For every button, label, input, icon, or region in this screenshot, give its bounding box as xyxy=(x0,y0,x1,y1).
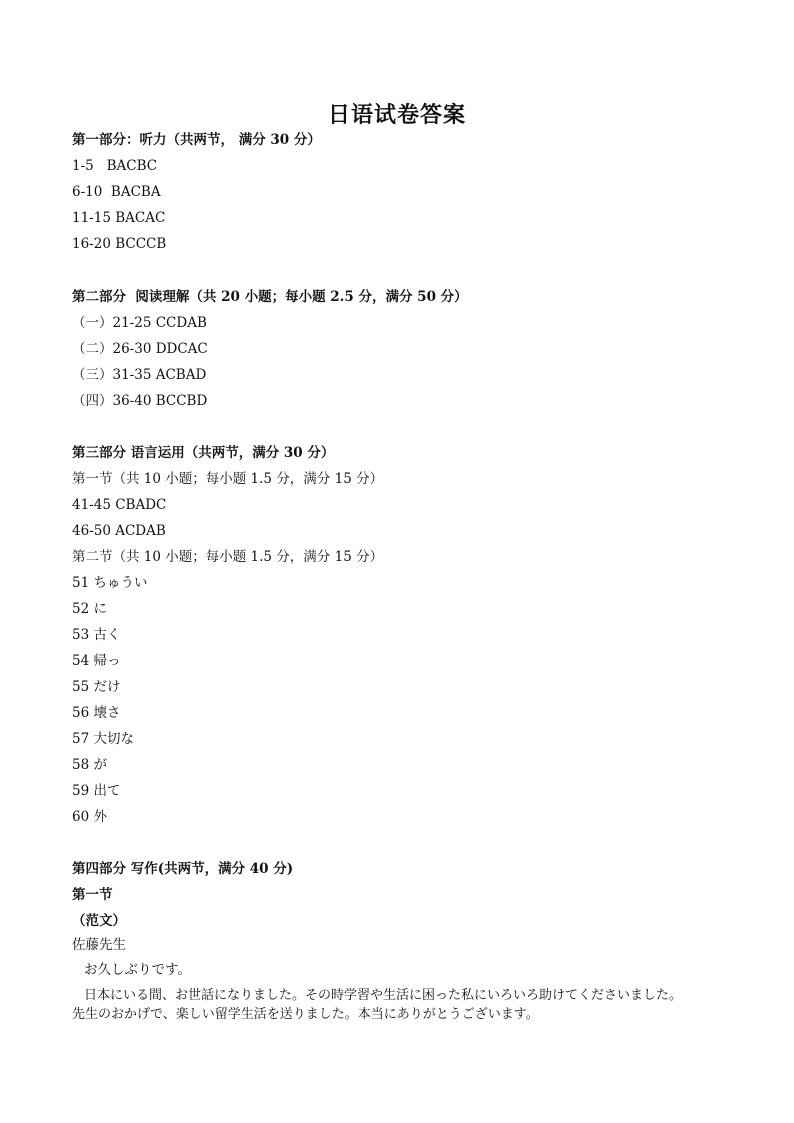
part3-section1-answer-2: 46-50 ACDAB xyxy=(72,523,166,539)
part3-section2-answer-52: 52 に xyxy=(72,601,107,617)
part1-answer-1: 1-5 BACBC xyxy=(72,158,158,174)
part3-section2-answer-55: 55 だけ xyxy=(72,679,121,695)
part3-section2-answer-57: 57 大切な xyxy=(72,731,134,747)
part2-heading: 第二部分 阅读理解（共 20 小题；每小题 2.5 分，满分 50 分） xyxy=(72,289,468,305)
part2-answer-2: （二）26-30 DDCAC xyxy=(72,341,208,357)
part3-heading: 第三部分 语言运用（共两节，满分 30 分） xyxy=(72,445,335,461)
sample-essay-label: （范文） xyxy=(72,913,126,929)
letter-paragraph-1: お久しぶりです。 xyxy=(84,962,191,978)
letter-salutation: 佐藤先生 xyxy=(72,937,126,953)
part3-section1-answer-1: 41-45 CBADC xyxy=(72,497,167,513)
part4-section1-heading: 第一节 xyxy=(72,887,113,903)
part1-answer-3: 11-15 BACAC xyxy=(72,210,166,226)
part3-section1-heading: 第一节（共 10 小题；每小题 1.5 分，满分 15 分） xyxy=(72,471,384,487)
part1-answer-4: 16-20 BCCCB xyxy=(72,236,167,252)
part3-section2-answer-59: 59 出て xyxy=(72,783,121,799)
letter-paragraph-2-line-2: 先生のおかげで、楽しい留学生活を送りました。本当にありがとうございます。 xyxy=(72,1007,539,1022)
part2-answer-1: （一）21-25 CCDAB xyxy=(72,315,207,331)
part3-section2-heading: 第二节（共 10 小题；每小题 1.5 分，满分 15 分） xyxy=(72,549,384,565)
part3-section2-answer-51: 51 ちゅうい xyxy=(72,575,148,591)
part1-heading: 第一部分：听力（共两节， 满分 30 分） xyxy=(72,132,321,148)
part3-section2-answer-53: 53 古く xyxy=(72,627,121,643)
letter-paragraph-2-line-1: 日本にいる間、お世話になりました。その時学習や生活に困った私にいろいろ助けてくださいました。 xyxy=(84,988,683,1003)
part3-section2-answer-60: 60 外 xyxy=(72,809,107,825)
part3-section2-answer-54: 54 帰っ xyxy=(72,653,121,669)
part1-answer-2: 6-10 BACBA xyxy=(72,184,161,200)
part4-heading: 第四部分 写作(共两节，满分 40 分) xyxy=(72,861,294,877)
page-title: 日语试卷答案 xyxy=(327,102,466,128)
part3-section2-answer-58: 58 が xyxy=(72,757,107,773)
part3-section2-answer-56: 56 壊さ xyxy=(72,705,121,721)
part2-answer-3: （三）31-35 ACBAD xyxy=(72,367,207,383)
part2-answer-4: （四）36-40 BCCBD xyxy=(72,393,208,409)
